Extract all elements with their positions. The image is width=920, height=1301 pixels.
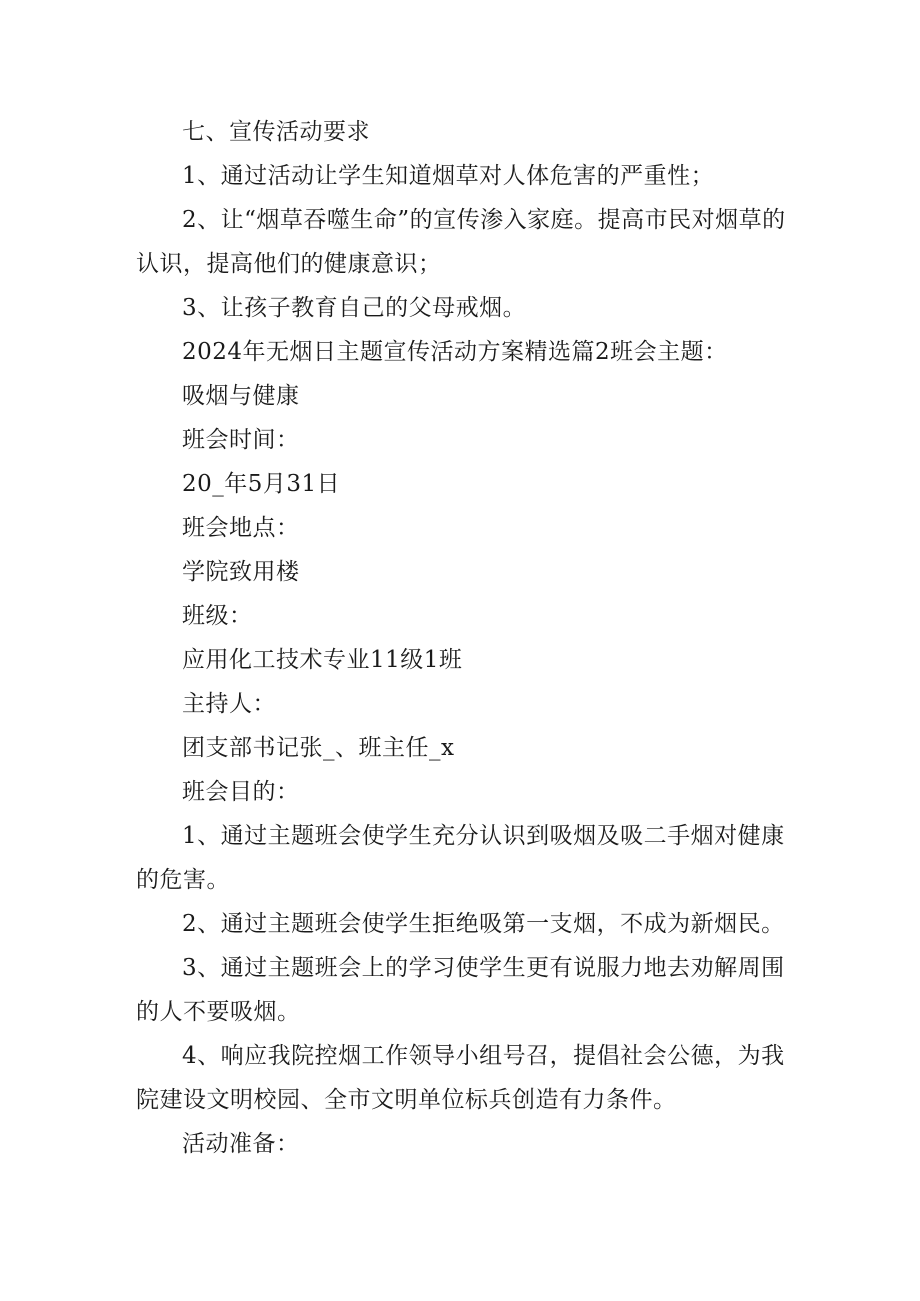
purpose-item-2: 2、通过主题班会使学生拒绝吸第一支烟，不成为新烟民。: [182, 911, 785, 937]
class-time-label: 班会时间：: [182, 427, 300, 453]
plan-title-class-theme-label: 2024年无烟日主题宣传活动方案精选篇2班会主题：: [182, 339, 728, 365]
class-time-value: 20_年5月31日: [182, 471, 341, 497]
requirement-item-1: 1、通过活动让学生知道烟草对人体危害的严重性；: [182, 163, 715, 189]
host-label: 主持人：: [182, 691, 276, 717]
activity-preparation-label: 活动准备：: [182, 1131, 300, 1157]
class-grade-label: 班级：: [182, 603, 253, 629]
class-location-label: 班会地点：: [182, 515, 300, 541]
class-theme-value: 吸烟与健康: [182, 383, 300, 409]
requirement-item-2: 2、让“烟草吞噬生命”的宣传渗入家庭。提高市民对烟草的认识，提高他们的健康意识；: [136, 207, 786, 277]
purpose-item-1: 1、通过主题班会使学生充分认识到吸烟及吸二手烟对健康的危害。: [136, 823, 785, 893]
document-body: [136, 110, 796, 1166]
host-value: 团支部书记张_、班主任_x: [182, 735, 455, 761]
class-purpose-label: 班会目的：: [182, 779, 300, 805]
class-location-value: 学院致用楼: [182, 559, 300, 585]
requirement-item-3: 3、让孩子教育自己的父母戒烟。: [182, 295, 527, 321]
class-grade-value: 应用化工技术专业11级1班: [182, 647, 463, 673]
purpose-item-3: 3、通过主题班会上的学习使学生更有说服力地去劝解周围的人不要吸烟。: [136, 955, 785, 1025]
section-heading-requirements: 七、宣传活动要求: [182, 119, 370, 145]
purpose-item-4: 4、响应我院控烟工作领导小组号召，提倡社会公德，为我院建设文明校园、全市文明单位标兵创造有力条件。: [136, 1043, 785, 1113]
